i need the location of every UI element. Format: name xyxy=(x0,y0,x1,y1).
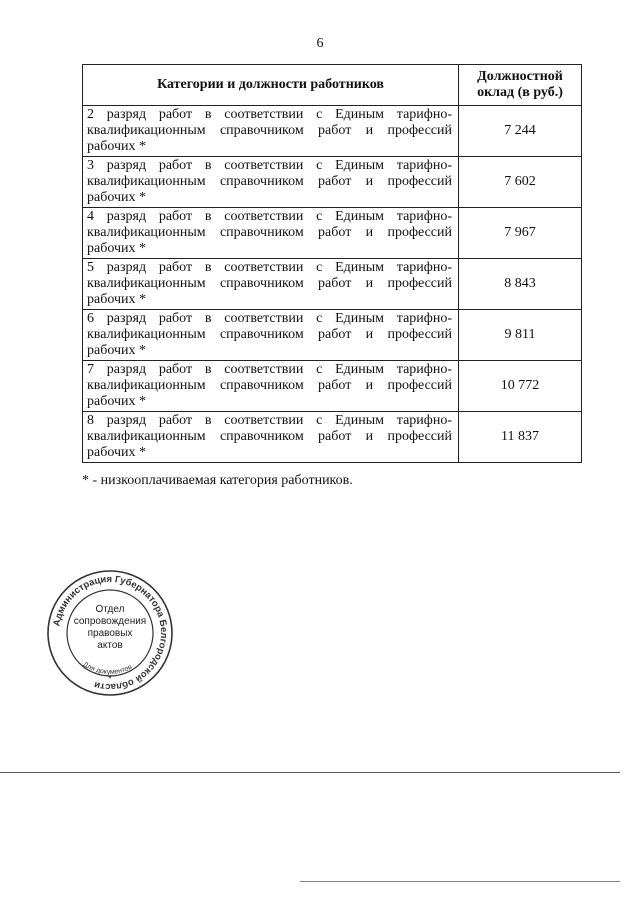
table-row xyxy=(83,208,582,259)
stamp-line: актов xyxy=(97,640,123,651)
official-stamp xyxy=(45,568,175,698)
scan-rule xyxy=(0,772,620,773)
row-salary: 7 967 xyxy=(459,208,582,259)
footnote: * - низкооплачиваемая категория работников. xyxy=(82,473,353,488)
row-salary: 11 837 xyxy=(459,412,582,463)
stamp-star: * xyxy=(108,674,112,685)
row-salary: 7 244 xyxy=(459,106,582,157)
row-salary: 9 811 xyxy=(459,310,582,361)
table-row xyxy=(83,361,582,412)
stamp-line: Отдел xyxy=(95,604,125,615)
stamp-bottom-text: Для документов xyxy=(81,661,134,677)
row-salary: 8 843 xyxy=(459,259,582,310)
table-header-row xyxy=(83,65,582,106)
scan-rule xyxy=(300,881,620,882)
salary-table xyxy=(82,64,582,463)
row-description: 6 разряд работ в соответствии с Единым тарифно-квалификационным справочником работ и профессий рабочих * xyxy=(83,310,459,361)
row-salary: 7 602 xyxy=(459,157,582,208)
header-category: Категории и должности работников xyxy=(83,65,459,106)
row-description: 4 разряд работ в соответствии с Единым тарифно-квалификационным справочником работ и профессий рабочих * xyxy=(83,208,459,259)
row-description: 2 разряд работ в соответствии с Единым тарифно-квалификационным справочником работ и профессий рабочих * xyxy=(83,106,459,157)
row-description: 8 разряд работ в соответствии с Единым тарифно-квалификационным справочником работ и профессий рабочих * xyxy=(83,412,459,463)
row-description: 7 разряд работ в соответствии с Единым тарифно-квалификационным справочником работ и профессий рабочих * xyxy=(83,361,459,412)
table-row xyxy=(83,310,582,361)
stamp-outer-text: Администрация Губернатора Белгородской области xyxy=(51,573,170,693)
table-row xyxy=(83,412,582,463)
row-description: 5 разряд работ в соответствии с Единым тарифно-квалификационным справочником работ и профессий рабочих * xyxy=(83,259,459,310)
table-row xyxy=(83,259,582,310)
table-row xyxy=(83,157,582,208)
header-salary: Должностной оклад (в руб.) xyxy=(459,65,582,106)
row-description: 3 разряд работ в соответствии с Единым тарифно-квалификационным справочником работ и профессий рабочих * xyxy=(83,157,459,208)
stamp-line: правовых xyxy=(87,628,133,639)
table-row xyxy=(83,106,582,157)
page-number: 6 xyxy=(316,36,324,51)
stamp-line: сопровождения xyxy=(73,616,147,627)
row-salary: 10 772 xyxy=(459,361,582,412)
